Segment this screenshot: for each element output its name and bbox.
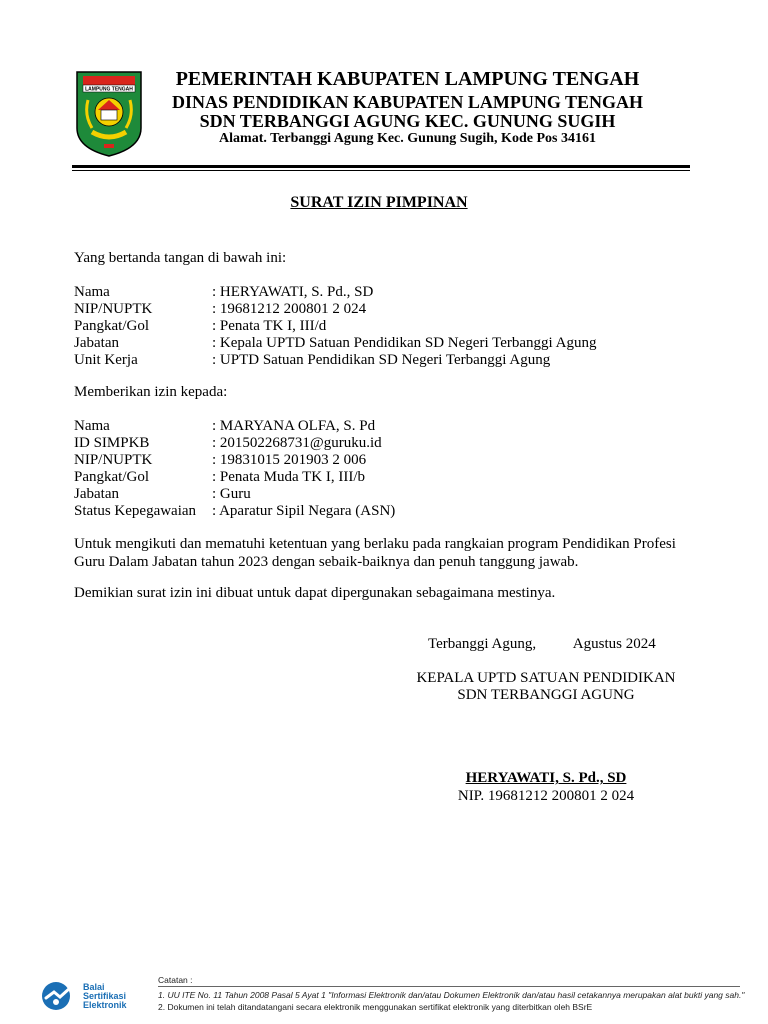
grant-intro-text: Memberikan izin kepada: bbox=[74, 384, 228, 400]
body-paragraph: Untuk mengikuti dan mematuhi ketentuan yang berlaku pada rangkaian program Pendidikan Profesi Guru Dalam Jabatan tahun 2023 dengan sebaik-baiknya dan penuh tanggung jawab. bbox=[74, 536, 676, 570]
letterhead-school: SDN TERBANGGI AGUNG KEC. GUNUNG SUGIH bbox=[199, 111, 616, 131]
signer-row bbox=[74, 335, 596, 352]
bsre-label-line: Elektronik bbox=[83, 1000, 127, 1010]
bsre-label-line: Balai bbox=[83, 982, 105, 992]
field-label: NIP/NUPTK bbox=[74, 452, 153, 468]
signer-position-line2: SDN TERBANGGI AGUNG bbox=[457, 687, 635, 703]
field-label: Unit Kerja bbox=[74, 352, 138, 368]
grantee-row bbox=[74, 418, 395, 435]
letterhead-address: Alamat. Terbanggi Agung Kec. Gunung Sugih, Kode Pos 34161 bbox=[219, 131, 596, 146]
letterhead-rule-thin bbox=[72, 170, 690, 171]
field-value: : Aparatur Sipil Negara (ASN) bbox=[212, 503, 396, 519]
logo-label: LAMPUNG TENGAH bbox=[85, 86, 133, 93]
field-value: : Penata TK I, III/d bbox=[212, 318, 327, 334]
grantee-row bbox=[74, 469, 395, 486]
field-value: : Guru bbox=[212, 486, 251, 502]
footer-divider bbox=[158, 986, 740, 987]
signer-row bbox=[74, 301, 596, 318]
field-label: Status Kepegawaian bbox=[74, 503, 197, 519]
field-value: : 201502268731@guruku.id bbox=[212, 435, 382, 451]
note-1: 1. UU ITE No. 11 Tahun 2008 Pasal 5 Ayat 1 "Informasi Elektronik dan/atau Dokumen Elektronik dan/atau hasil cetakannya merupakan alat bukti yang sah." bbox=[158, 990, 745, 1000]
field-value: : 19681212 200801 2 024 bbox=[212, 301, 367, 317]
field-label: Pangkat/Gol bbox=[74, 469, 149, 485]
notes-title: Catatan : bbox=[158, 975, 193, 985]
intro-text: Yang bertanda tangan di bawah ini: bbox=[74, 250, 287, 266]
grantee-row bbox=[74, 435, 395, 452]
field-label: Jabatan bbox=[74, 486, 119, 502]
signer-row bbox=[74, 284, 596, 301]
field-label: Pangkat/Gol bbox=[74, 318, 149, 334]
field-label: Nama bbox=[74, 418, 110, 434]
place-date: Terbanggi Agung, Agustus 2024 bbox=[428, 636, 656, 652]
letterhead-agency: DINAS PENDIDIKAN KABUPATEN LAMPUNG TENGAH bbox=[171, 92, 644, 112]
letterhead-government: PEMERINTAH KABUPATEN LAMPUNG TENGAH bbox=[175, 68, 640, 90]
bsre-label-line: Sertifikasi bbox=[83, 991, 127, 1001]
field-label: Nama bbox=[74, 284, 110, 300]
signer-name: HERYAWATI, S. Pd., SD bbox=[465, 770, 627, 786]
field-value: : UPTD Satuan Pendidikan SD Negeri Terbanggi Agung bbox=[212, 352, 551, 368]
field-label: Jabatan bbox=[74, 335, 119, 351]
grantee-details bbox=[74, 418, 395, 520]
field-value: : MARYANA OLFA, S. Pd bbox=[212, 418, 376, 434]
closing-text: Demikian surat izin ini dibuat untuk dapat dipergunakan sebagaimana mestinya. bbox=[74, 585, 556, 601]
bsre-logo-icon bbox=[40, 980, 80, 1012]
field-label: NIP/NUPTK bbox=[74, 301, 153, 317]
note-2: 2. Dokumen ini telah ditandatangani secara elektronik menggunakan sertifikat elektronik yang diterbitkan oleh BSrE bbox=[158, 1002, 593, 1012]
grantee-row bbox=[74, 452, 395, 469]
field-value: : Kepala UPTD Satuan Pendidikan SD Negeri Terbanggi Agung bbox=[212, 335, 597, 351]
signer-nip: NIP. 19681212 200801 2 024 bbox=[457, 788, 635, 804]
lampung-tengah-emblem-icon bbox=[74, 70, 144, 158]
field-label: ID SIMPKB bbox=[74, 435, 150, 451]
signer-row bbox=[74, 352, 596, 369]
field-value: : HERYAWATI, S. Pd., SD bbox=[212, 284, 374, 300]
signer-position-line1: KEPALA UPTD SATUAN PENDIDIKAN bbox=[416, 670, 676, 686]
signer-row bbox=[74, 318, 596, 335]
letterhead-rule-thick bbox=[72, 165, 690, 168]
grantee-row bbox=[74, 486, 395, 503]
signer-details bbox=[74, 284, 596, 369]
field-value: : 19831015 201903 2 006 bbox=[212, 452, 367, 468]
grantee-row bbox=[74, 503, 395, 520]
bsre-label bbox=[83, 983, 127, 1010]
field-value: : Penata Muda TK I, III/b bbox=[212, 469, 366, 485]
document-title: SURAT IZIN PIMPINAN bbox=[290, 194, 468, 211]
